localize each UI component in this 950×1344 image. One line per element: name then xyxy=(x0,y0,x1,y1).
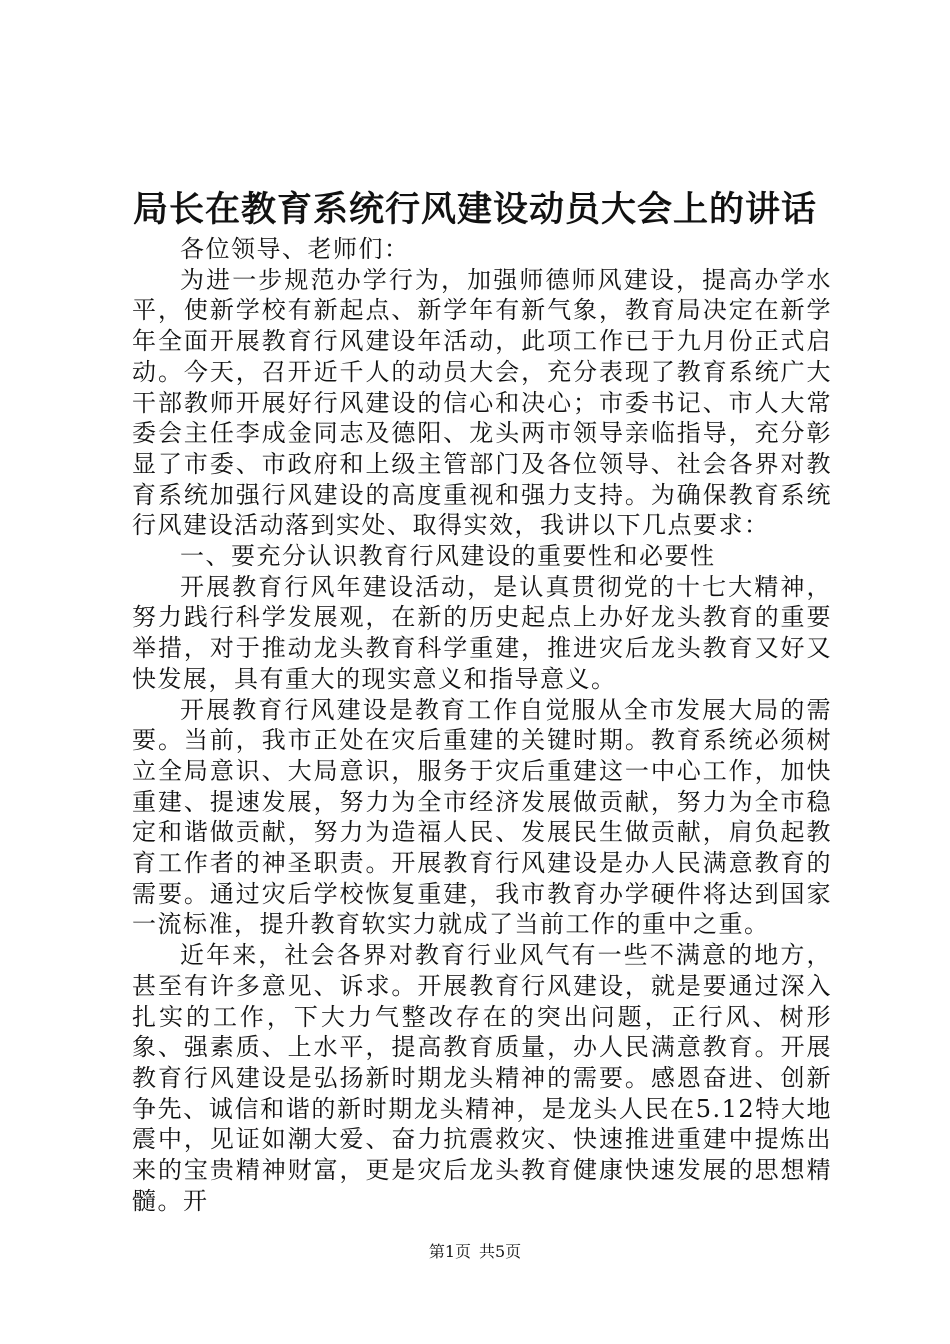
document-body xyxy=(132,234,832,1217)
document-title: 局长在教育系统行风建设动员大会上的讲话 xyxy=(132,189,817,230)
section-heading: 一、要充分认识教育行风建设的重要性和必要性 xyxy=(180,542,716,571)
body-paragraph: 开展教育行风建设是教育工作自觉服从全市发展大局的需要。当前，我市正处在灾后重建的关键时期。教育系统必须树立全局意识、大局意识，服务于灾后重建这一中心工作，加快重建、提速发展，努力为全市经济发展做贡献，努力为全市稳定和谐做贡献，努力为造福人民、发展民生做贡献，肩负起教育工作者的神圣职责。开展教育行风建设是办人民满意教育的需要。通过灾后学校恢复重建，我市教育办学硬件将达到国家一流标准，提升教育软实力就成了当前工作的重中之重。 xyxy=(132,695,832,939)
body-paragraph: 近年来，社会各界对教育行业风气有一些不满意的地方，甚至有许多意见、诉求。开展教育行风建设，就是要通过深入扎实的工作，下大力气整改存在的突出问题，正行风、树形象、强素质、上水平，提高教育质量，办人民满意教育。开展教育行风建设是弘扬新时期龙头精神的需要。感恩奋进、创新争先、诚信和谐的新时期龙头精神，是龙头人民在5.12特大地震中，见证如潮大爱、奋力抗震救灾、快速推进重建中提炼出来的宝贵精神财富，更是灾后龙头教育健康快速发展的思想精髓。开 xyxy=(132,941,832,1215)
body-paragraph: 为进一步规范办学行为，加强师德师风建设，提高办学水平，使新学校有新起点、新学年有新气象，教育局决定在新学年全面开展教育行风建设年活动，此项工作已于九月份正式启动。今天，召开近千人的动员大会，充分表现了教育系统广大干部教师开展好行风建设的信心和决心；市委书记、市人大常委会主任李成金同志及德阳、龙头两市领导亲临指导，充分彰显了市委、市政府和上级主管部门及各位领导、社会各界对教育系统加强行风建设的高度重视和强力支持。为确保教育系统行风建设活动落到实处、取得实效，我讲以下几点要求： xyxy=(132,265,832,540)
salutation-paragraph: 各位领导、老师们： xyxy=(180,235,410,263)
page-number: 第1页 xyxy=(428,1242,471,1261)
page-total: 共5页 xyxy=(479,1242,522,1261)
page-footer xyxy=(0,1240,950,1264)
body-paragraph: 开展教育行风年建设活动，是认真贯彻党的十七大精神，努力践行科学发展观，在新的历史起点上办好龙头教育的重要举措，对于推动龙头教育科学重建，推进灾后龙头教育又好又快发展，具有重大的现实意义和指导意义。 xyxy=(132,572,832,693)
